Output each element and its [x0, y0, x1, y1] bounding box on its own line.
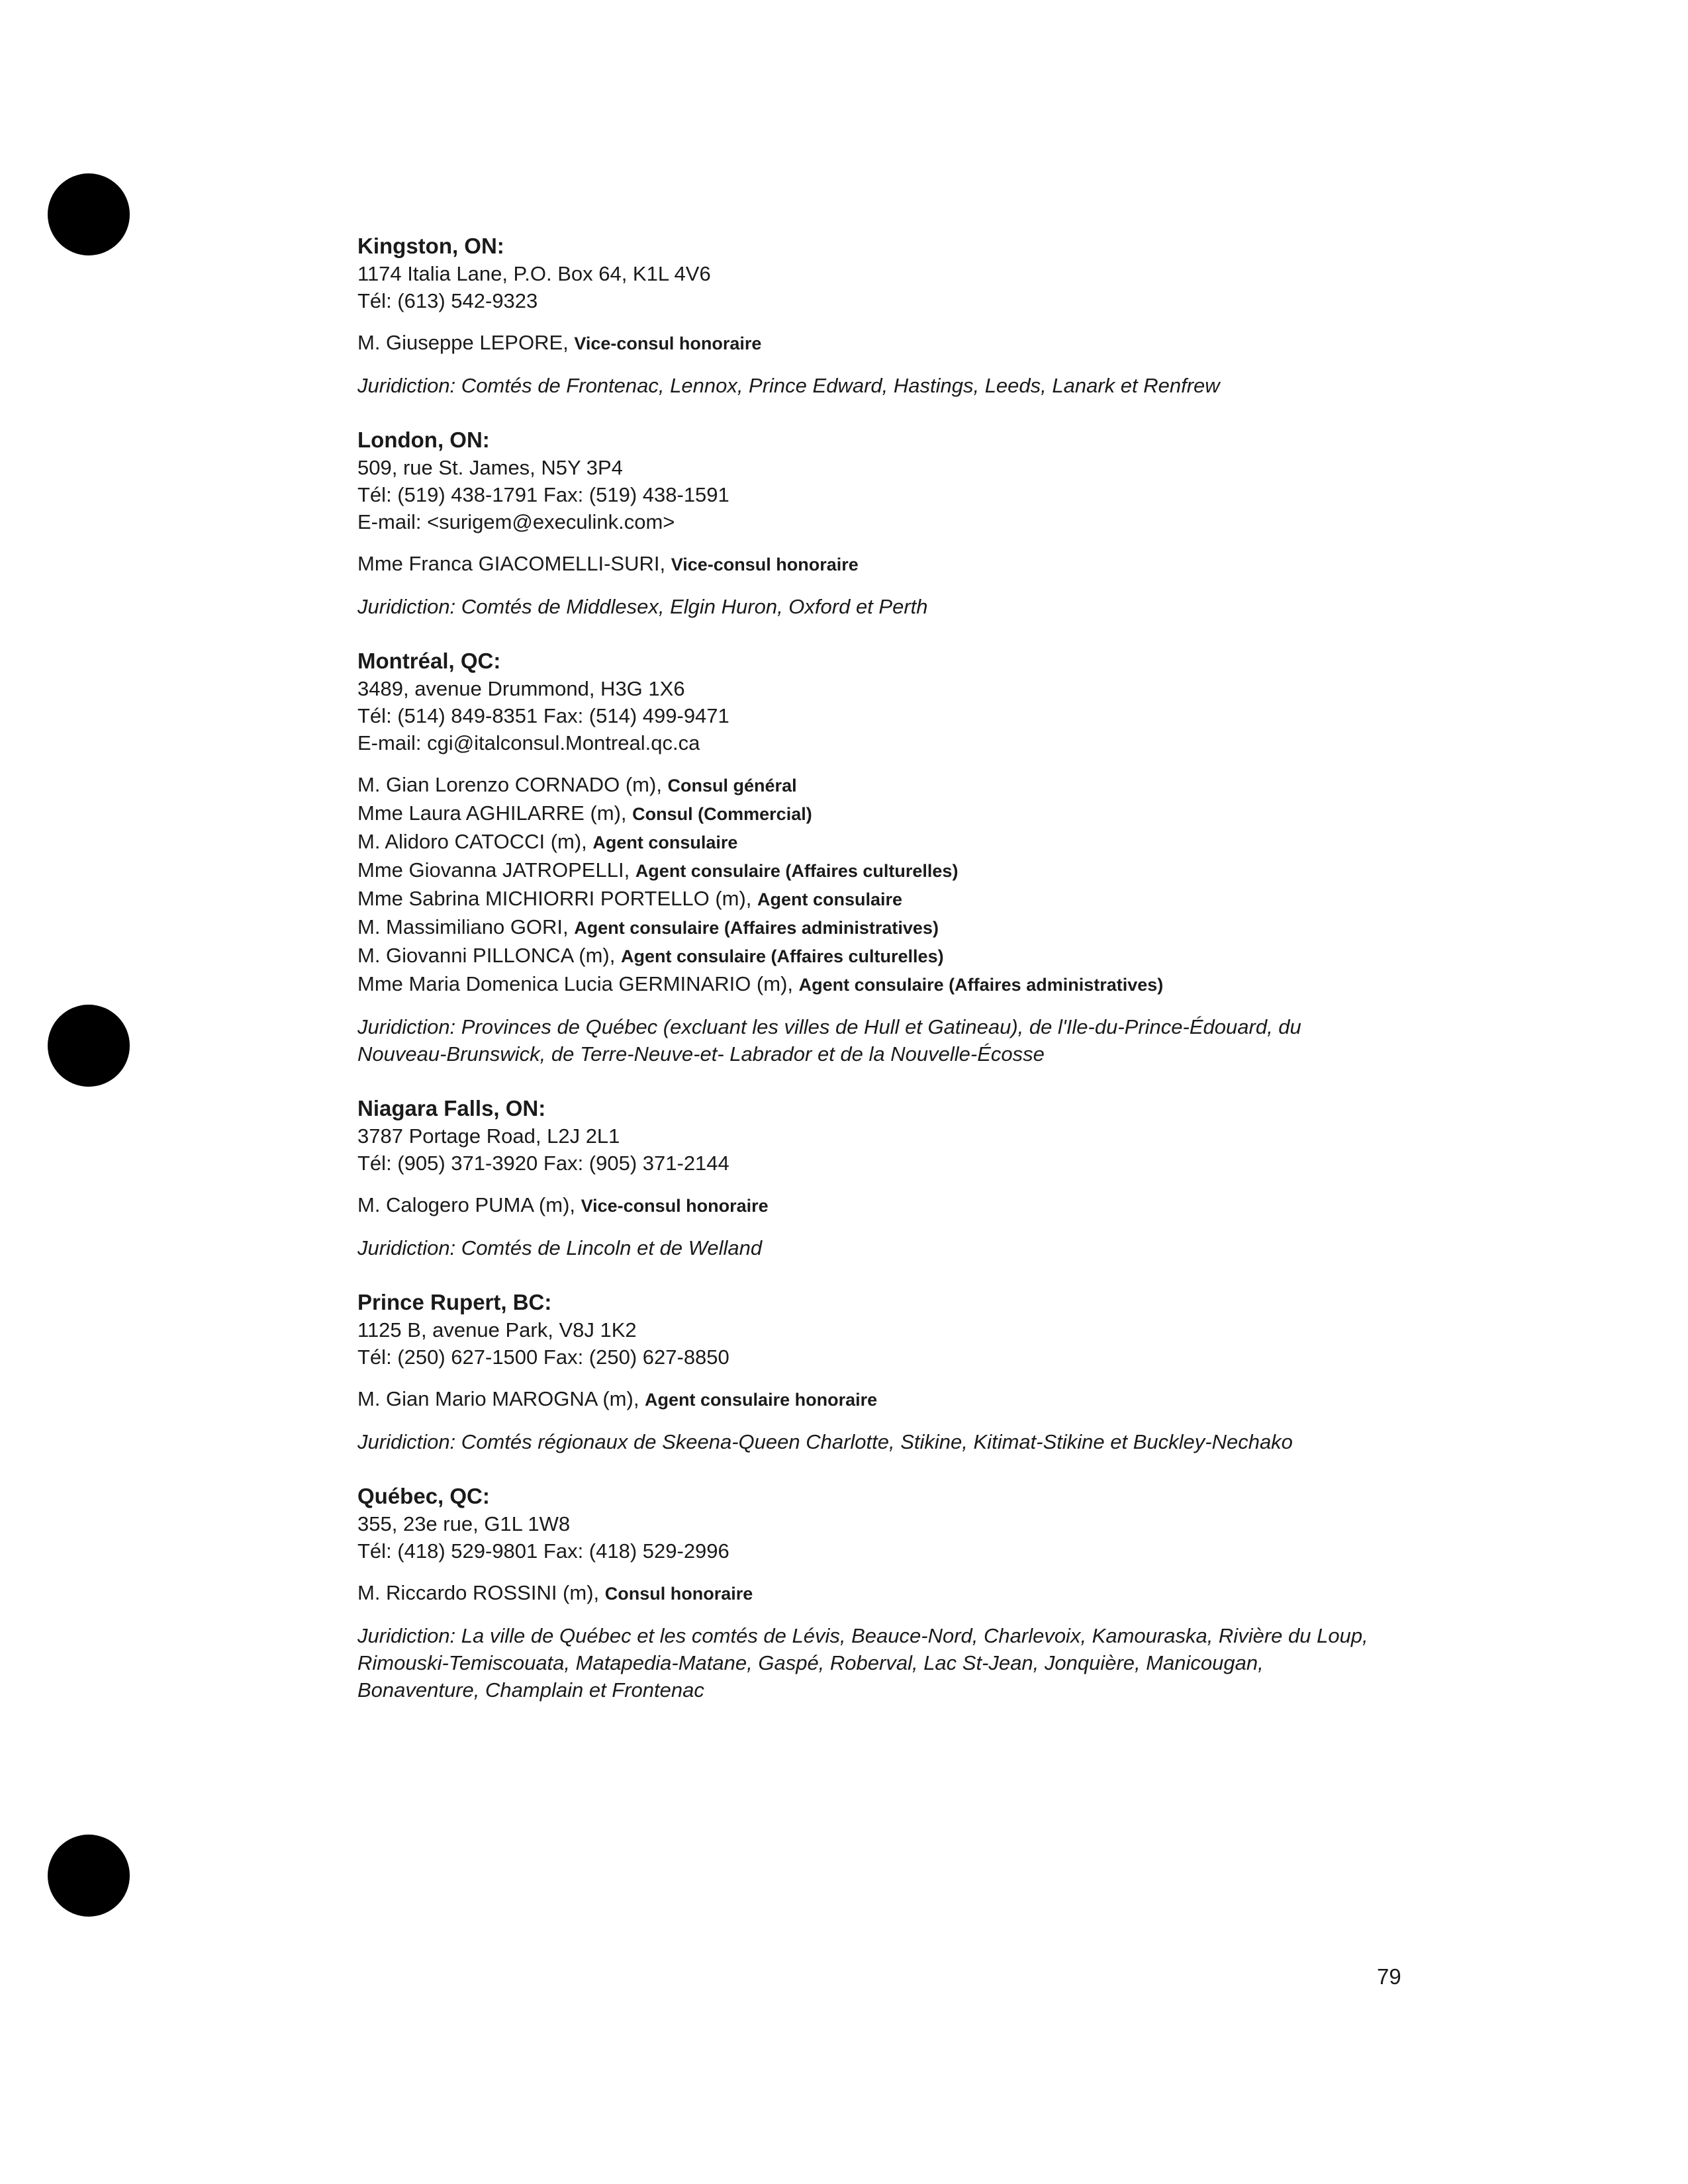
staff-name: M. Giovanni PILLONCA (m),: [357, 944, 621, 967]
phone-line: Tél: (905) 371-3920 Fax: (905) 371-2144: [357, 1152, 729, 1175]
staff-title: Agent consulaire: [757, 889, 903, 909]
phone-line: Tél: (613) 542-9323: [357, 289, 538, 312]
jurisdiction-text: Comtés de Frontenac, Lennox, Prince Edward, Hastings, Leeds, Lanark et Renfrew: [455, 374, 1220, 397]
staff-line: [357, 1579, 1390, 1608]
consulate-list: [357, 232, 1390, 1704]
staff-title: Agent consulaire (Affaires administratives): [574, 918, 939, 938]
staff-name: M. Calogero PUMA (m),: [357, 1193, 581, 1216]
staff-title: Agent consulaire (Affaires administratives): [798, 975, 1164, 995]
jurisdiction-label: Juridiction:: [357, 1624, 456, 1647]
staff-line: [357, 1385, 1390, 1414]
phone-line: Tél: (514) 849-8351 Fax: (514) 499-9471: [357, 704, 729, 727]
staff-name: M. Gian Mario MAROGNA (m),: [357, 1387, 645, 1410]
city-heading: Kingston, ON:: [357, 234, 504, 258]
address-line: 1125 B, avenue Park, V8J 1K2: [357, 1318, 637, 1342]
staff-title: Consul honoraire: [604, 1584, 753, 1604]
staff-line: [357, 1191, 1390, 1220]
staff-name: Mme Laura AGHILARRE (m),: [357, 801, 633, 825]
staff-title: Agent consulaire: [592, 833, 738, 852]
phone-line: Tél: (250) 627-1500 Fax: (250) 627-8850: [357, 1345, 729, 1369]
punch-hole-middle: [48, 1005, 130, 1087]
consulate-entry-montreal: [357, 647, 1390, 1068]
staff-name: Mme Maria Domenica Lucia GERMINARIO (m),: [357, 972, 799, 995]
email-line: E-mail: cgi@italconsul.Montreal.qc.ca: [357, 731, 700, 754]
jurisdiction-label: Juridiction:: [357, 595, 456, 618]
staff-title: Consul général: [667, 776, 797, 796]
city-heading: London, ON:: [357, 428, 490, 452]
consulate-entry-quebec: [357, 1482, 1390, 1704]
jurisdiction-text: Provinces de Québec (excluant les villes de Hull et Gatineau), de l'Ile-du-Prince-Édouard, du Nouveau-Brunswick, de Terre-Neuve-et- Labrador et de la Nouvelle-Écosse: [357, 1015, 1301, 1066]
address-line: 355, 23e rue, G1L 1W8: [357, 1512, 571, 1535]
consulate-entry-niagara-falls: [357, 1094, 1390, 1261]
staff-title: Vice-consul honoraire: [581, 1196, 769, 1216]
address-line: 3787 Portage Road, L2J 2L1: [357, 1124, 620, 1148]
jurisdiction: [357, 372, 1377, 399]
address-line: 1174 Italia Lane, P.O. Box 64, K1L 4V6: [357, 262, 711, 285]
staff-name: M. Giuseppe LEPORE,: [357, 331, 575, 354]
staff-line: [357, 970, 1390, 999]
staff-line: [357, 942, 1390, 970]
punch-hole-bottom: [48, 1835, 130, 1917]
staff-line: [357, 550, 1390, 578]
staff-name: M. Gian Lorenzo CORNADO (m),: [357, 773, 668, 796]
staff-name: M. Alidoro CATOCCI (m),: [357, 830, 593, 853]
staff-line: [357, 771, 1390, 799]
staff-line: [357, 885, 1390, 913]
jurisdiction: [357, 1013, 1377, 1068]
page-number: 79: [1377, 1964, 1401, 1989]
city-heading: Niagara Falls, ON:: [357, 1096, 546, 1120]
staff-name: M. Riccardo ROSSINI (m),: [357, 1581, 605, 1604]
consulate-entry-london: [357, 426, 1390, 620]
consulate-entry-prince-rupert: [357, 1288, 1390, 1455]
staff-line: [357, 799, 1390, 828]
staff-title: Vice-consul honoraire: [574, 334, 762, 353]
consulate-entry-kingston: [357, 232, 1390, 399]
city-heading: Montréal, QC:: [357, 649, 501, 673]
city-heading: Prince Rupert, BC:: [357, 1290, 552, 1314]
staff-line: [357, 329, 1390, 357]
address-line: 3489, avenue Drummond, H3G 1X6: [357, 677, 685, 700]
jurisdiction-text: Comtés de Middlesex, Elgin Huron, Oxford et Perth: [455, 595, 928, 618]
staff-title: Agent consulaire (Affaires culturelles): [635, 861, 959, 881]
jurisdiction: [357, 1622, 1377, 1704]
staff-name: Mme Giovanna JATROPELLI,: [357, 858, 635, 882]
jurisdiction: [357, 1428, 1377, 1455]
punch-hole-top: [48, 173, 130, 255]
staff-name: Mme Franca GIACOMELLI-SURI,: [357, 552, 671, 575]
staff-name: Mme Sabrina MICHIORRI PORTELLO (m),: [357, 887, 758, 910]
staff-title: Agent consulaire honoraire: [645, 1390, 878, 1410]
jurisdiction-label: Juridiction:: [357, 374, 456, 397]
jurisdiction: [357, 593, 1377, 620]
phone-line: Tél: (519) 438-1791 Fax: (519) 438-1591: [357, 483, 729, 506]
jurisdiction-label: Juridiction:: [357, 1015, 456, 1038]
staff-title: Vice-consul honoraire: [671, 555, 859, 574]
staff-line: [357, 828, 1390, 856]
jurisdiction-text: Comtés régionaux de Skeena-Queen Charlotte, Stikine, Kitimat-Stikine et Buckley-Nechako: [455, 1430, 1293, 1453]
phone-line: Tél: (418) 529-9801 Fax: (418) 529-2996: [357, 1539, 729, 1563]
staff-title: Consul (Commercial): [632, 804, 812, 824]
staff-line: [357, 913, 1390, 942]
address-line: 509, rue St. James, N5Y 3P4: [357, 456, 623, 479]
staff-name: M. Massimiliano GORI,: [357, 915, 575, 938]
staff-title: Agent consulaire (Affaires culturelles): [620, 946, 944, 966]
jurisdiction: [357, 1234, 1377, 1261]
jurisdiction-text: Comtés de Lincoln et de Welland: [455, 1236, 763, 1259]
jurisdiction-label: Juridiction:: [357, 1236, 456, 1259]
staff-line: [357, 856, 1390, 885]
email-line: E-mail: <surigem@execulink.com>: [357, 510, 675, 533]
city-heading: Québec, QC:: [357, 1484, 490, 1508]
jurisdiction-label: Juridiction:: [357, 1430, 456, 1453]
jurisdiction-text: La ville de Québec et les comtés de Lévis, Beauce-Nord, Charlevoix, Kamouraska, Rivière du Loup, Rimouski-Temiscouata, Matapedia-Matane, Gaspé, Roberval, Lac St-Jean, Jonquière, Manicougan, Bonaventure, Champlain et Frontenac: [357, 1624, 1368, 1702]
